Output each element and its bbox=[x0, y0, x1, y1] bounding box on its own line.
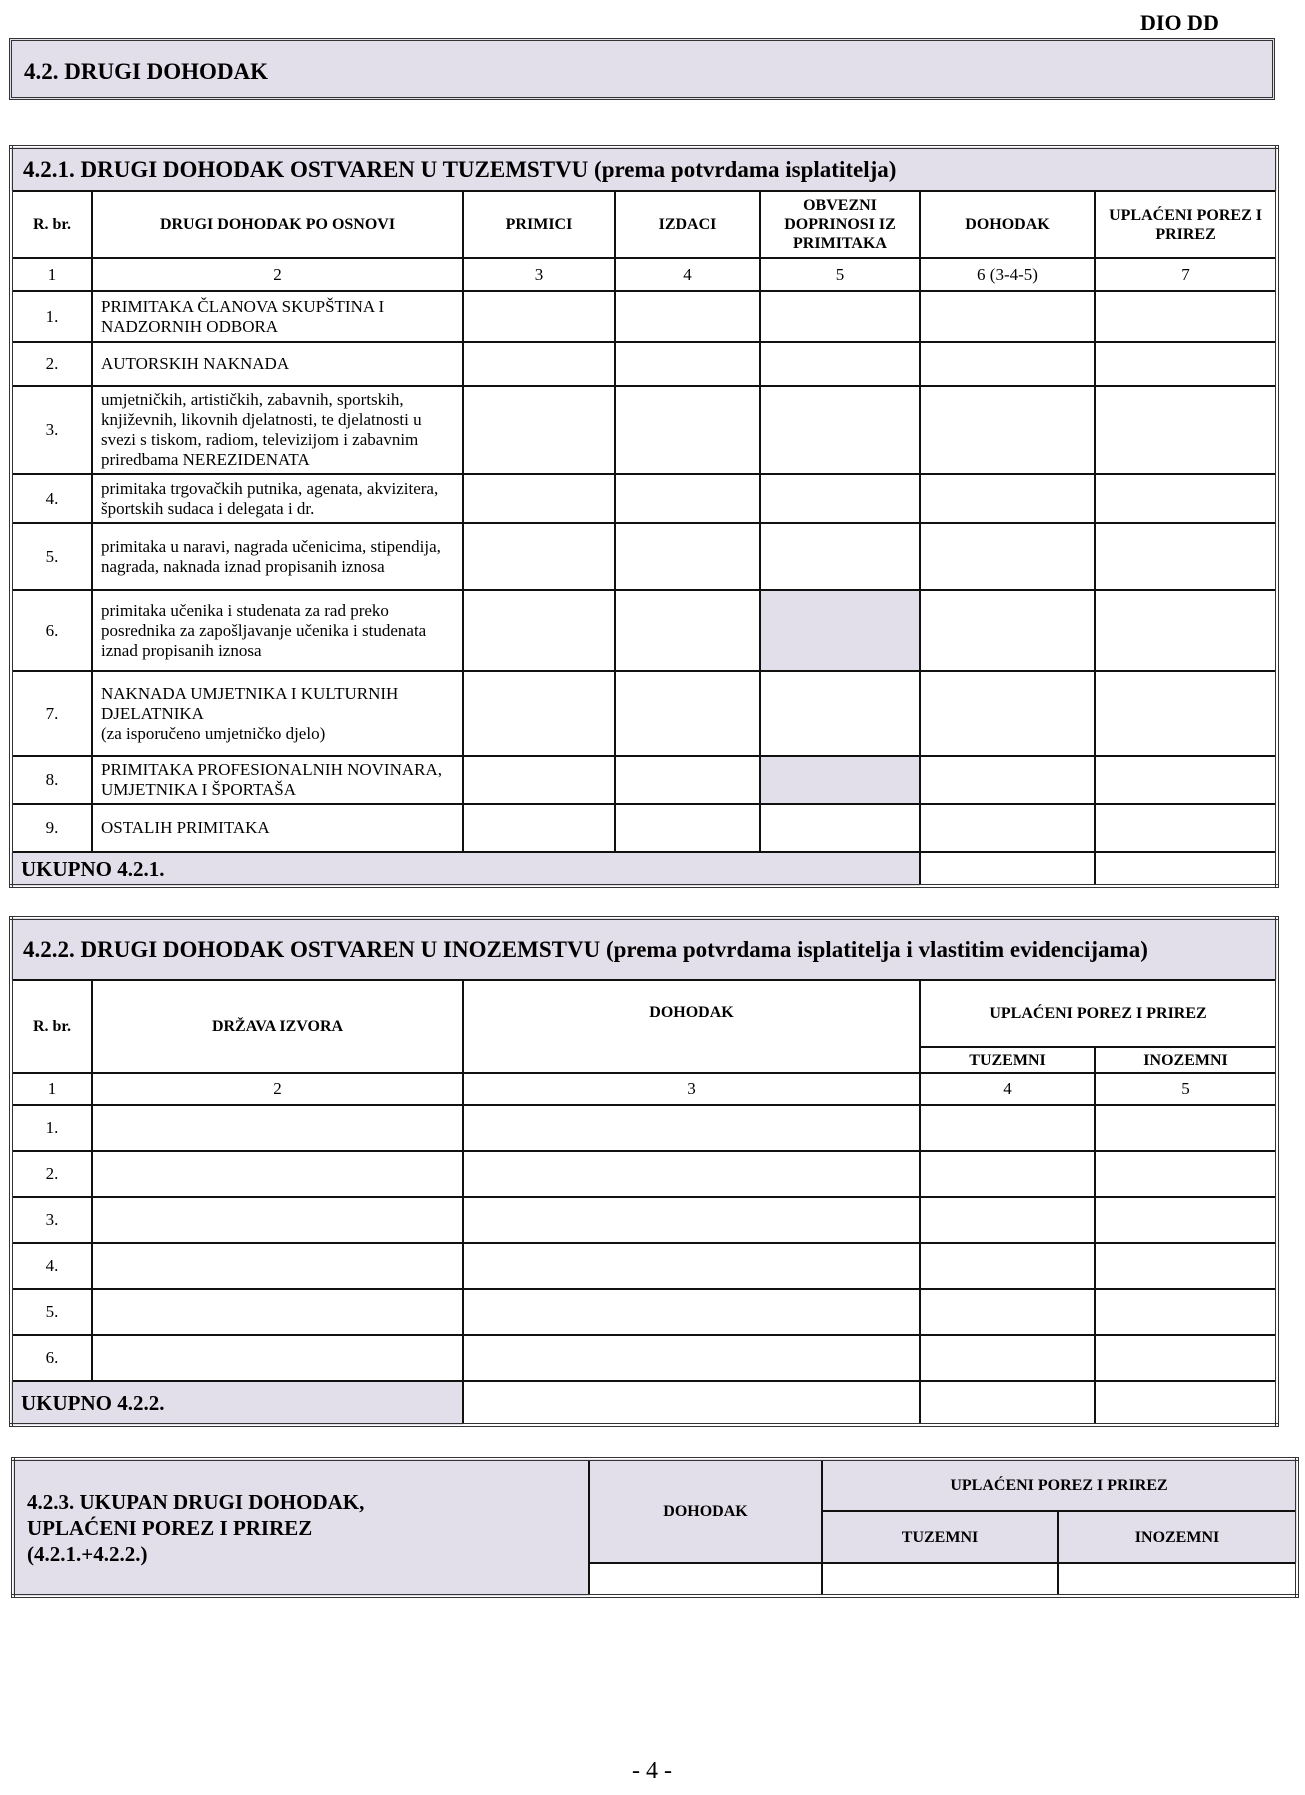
inozemni-input[interactable] bbox=[1095, 1151, 1277, 1197]
total-dohodak-input[interactable] bbox=[463, 1381, 920, 1425]
primici-input[interactable] bbox=[463, 590, 615, 671]
table-row bbox=[11, 671, 1277, 756]
tuzemni-input[interactable] bbox=[920, 1243, 1095, 1289]
total-porez-input[interactable] bbox=[1095, 852, 1277, 886]
row-label-text: OSTALIH PRIMITAKA bbox=[101, 818, 270, 837]
izdaci-input[interactable] bbox=[615, 804, 760, 852]
total-label: UKUPNO 4.2.2. bbox=[11, 1381, 463, 1425]
title-line: UPLAĆENI POREZ I PRIREZ bbox=[27, 1515, 313, 1540]
row-number: 2. bbox=[11, 342, 92, 386]
header-doprinosi: OBVEZNI DOPRINOSI IZ PRIMITAKA bbox=[760, 191, 920, 258]
header-rbr: R. br. bbox=[11, 980, 92, 1073]
doprinosi-input[interactable] bbox=[760, 474, 920, 523]
tuzemni-input[interactable] bbox=[920, 1335, 1095, 1381]
tuzemni-input[interactable] bbox=[822, 1563, 1058, 1596]
porez-input[interactable] bbox=[1095, 291, 1277, 342]
row-label-text: PRIMITAKA PROFESIONALNIH NOVINARA, UMJETNIKA I ŠPORTAŠA bbox=[101, 760, 443, 799]
table-row bbox=[11, 342, 1277, 386]
tuzemni-input[interactable] bbox=[920, 1151, 1095, 1197]
table-row bbox=[11, 1243, 1277, 1289]
total-inozemni-input[interactable] bbox=[1095, 1381, 1277, 1425]
table-row bbox=[11, 1151, 1277, 1197]
row-label-text: primitaka trgovačkih putnika, agenata, akvizitera, športskih sudaca i delegata i dr. bbox=[101, 478, 439, 518]
dohodak-input[interactable] bbox=[463, 1197, 920, 1243]
inozemni-input[interactable] bbox=[1095, 1335, 1277, 1381]
row-number: 6. bbox=[11, 1335, 92, 1381]
table-row bbox=[11, 291, 1277, 342]
title-line: 4.2.3. UKUPAN DRUGI DOHODAK, bbox=[27, 1489, 365, 1514]
row-number: 6. bbox=[11, 590, 92, 671]
primici-input[interactable] bbox=[463, 474, 615, 523]
primici-input[interactable] bbox=[463, 671, 615, 756]
tuzemni-input[interactable] bbox=[920, 1197, 1095, 1243]
dohodak-input[interactable] bbox=[920, 291, 1095, 342]
izdaci-input[interactable] bbox=[615, 523, 760, 590]
row-number: 3. bbox=[11, 1197, 92, 1243]
dohodak-input[interactable] bbox=[589, 1563, 822, 1596]
izdaci-input[interactable] bbox=[615, 590, 760, 671]
row-label-text: NAKNADA UMJETNIKA I KULTURNIH DJELATNIKA bbox=[101, 683, 399, 723]
table-row bbox=[11, 804, 1277, 852]
total-dohodak-input[interactable] bbox=[920, 852, 1095, 886]
row-label-text: primitaka učenika i studenata za rad preko posrednika za zapošljavanje učenika i studenata iznad propisanih iznosa bbox=[101, 600, 427, 660]
table-row bbox=[11, 1335, 1277, 1381]
header-inozemni: INOZEMNI bbox=[1058, 1511, 1297, 1563]
row-label-text: umjetničkih, artističkih, zabavnih, sportskih, književnih, likovnih djelatnosti, te djelatnosti u svezi s tiskom, radiom, televizijom i zabavnim priredbama NEREZIDENATA bbox=[101, 390, 422, 469]
porez-input[interactable] bbox=[1095, 804, 1277, 852]
porez-input[interactable] bbox=[1095, 386, 1277, 474]
total-tuzemni-input[interactable] bbox=[920, 1381, 1095, 1425]
row-label bbox=[92, 671, 463, 756]
row-number: 1. bbox=[11, 291, 92, 342]
porez-input[interactable] bbox=[1095, 756, 1277, 804]
row-label bbox=[92, 291, 463, 342]
header-osnova: DRUGI DOHODAK PO OSNOVI bbox=[92, 191, 463, 258]
header-dohodak: DOHODAK bbox=[920, 191, 1095, 258]
dohodak-input[interactable] bbox=[463, 1335, 920, 1381]
dohodak-input[interactable] bbox=[920, 386, 1095, 474]
total-row bbox=[11, 1381, 1277, 1425]
title-line: (4.2.1.+4.2.2.) bbox=[27, 1541, 148, 1566]
header-porez: UPLAĆENI POREZ I PRIREZ bbox=[822, 1459, 1297, 1511]
dohodak-input[interactable] bbox=[463, 1243, 920, 1289]
inozemni-input[interactable] bbox=[1095, 1243, 1277, 1289]
primici-input[interactable] bbox=[463, 804, 615, 852]
izdaci-input[interactable] bbox=[615, 671, 760, 756]
doprinosi-input bbox=[760, 756, 920, 804]
izdaci-input[interactable] bbox=[615, 474, 760, 523]
table-4-2-2 bbox=[9, 916, 1279, 1427]
header-tuzemni: TUZEMNI bbox=[920, 1047, 1095, 1073]
header-izdaci: IZDACI bbox=[615, 191, 760, 258]
column-number-row bbox=[11, 1073, 1277, 1105]
col-num: 4 bbox=[920, 1073, 1095, 1105]
dohodak-input[interactable] bbox=[463, 1289, 920, 1335]
dohodak-input[interactable] bbox=[920, 342, 1095, 386]
row-number: 9. bbox=[11, 804, 92, 852]
table-4-2-3 bbox=[11, 1457, 1299, 1598]
row-number: 4. bbox=[11, 474, 92, 523]
row-label bbox=[92, 804, 463, 852]
dohodak-input[interactable] bbox=[920, 590, 1095, 671]
page-title: 4.2. DRUGI DOHODAK bbox=[9, 38, 1275, 100]
doprinosi-input[interactable] bbox=[760, 342, 920, 386]
primici-input[interactable] bbox=[463, 342, 615, 386]
table-4-2-1 bbox=[9, 145, 1279, 888]
col-num: 3 bbox=[463, 1073, 920, 1105]
header-primici: PRIMICI bbox=[463, 191, 615, 258]
dohodak-input[interactable] bbox=[920, 523, 1095, 590]
col-num: 3 bbox=[463, 258, 615, 291]
table-row bbox=[11, 590, 1277, 671]
dohodak-input[interactable] bbox=[920, 474, 1095, 523]
col-num: 2 bbox=[92, 258, 463, 291]
row-number: 1. bbox=[11, 1105, 92, 1151]
header-porez: UPLAĆENI POREZ I PRIREZ bbox=[1095, 191, 1277, 258]
dohodak-input[interactable] bbox=[463, 1151, 920, 1197]
row-label-text: PRIMITAKA ČLANOVA SKUPŠTINA I NADZORNIH ODBORA bbox=[101, 296, 385, 336]
row-number: 4. bbox=[11, 1243, 92, 1289]
total-label: UKUPNO 4.2.1. bbox=[11, 852, 920, 886]
col-num: 5 bbox=[1095, 1073, 1277, 1105]
header-rbr: R. br. bbox=[11, 191, 92, 258]
header-dohodak: DOHODAK bbox=[463, 980, 920, 1073]
row-label bbox=[92, 590, 463, 671]
porez-input[interactable] bbox=[1095, 342, 1277, 386]
table-row bbox=[11, 474, 1277, 523]
dohodak-input[interactable] bbox=[920, 671, 1095, 756]
inozemni-input[interactable] bbox=[1095, 1105, 1277, 1151]
porez-input[interactable] bbox=[1095, 523, 1277, 590]
row-number: 5. bbox=[11, 1289, 92, 1335]
row-number: 7. bbox=[11, 671, 92, 756]
total-row bbox=[11, 852, 1277, 886]
row-number: 2. bbox=[11, 1151, 92, 1197]
section-title-4-2-3 bbox=[13, 1459, 589, 1596]
dohodak-input[interactable] bbox=[920, 804, 1095, 852]
col-num: 2 bbox=[92, 1073, 463, 1105]
drzava-input[interactable] bbox=[92, 1243, 463, 1289]
header-row bbox=[11, 191, 1277, 258]
row-label bbox=[92, 756, 463, 804]
primici-input[interactable] bbox=[463, 523, 615, 590]
doprinosi-input[interactable] bbox=[760, 804, 920, 852]
col-num: 6 (3-4-5) bbox=[920, 258, 1095, 291]
row-number: 3. bbox=[11, 386, 92, 474]
inozemni-input[interactable] bbox=[1095, 1197, 1277, 1243]
section-title-4-2-2: 4.2.2. DRUGI DOHODAK OSTVAREN U INOZEMSTVU (prema potvrdama isplatitelja i vlastitim evidencijama) bbox=[11, 918, 1277, 980]
col-num: 1 bbox=[11, 258, 92, 291]
section-title-4-2-1: 4.2.1. DRUGI DOHODAK OSTVAREN U TUZEMSTVU (prema potvrdama isplatitelja) bbox=[11, 147, 1277, 191]
dohodak-input[interactable] bbox=[920, 756, 1095, 804]
header-porez: UPLAĆENI POREZ I PRIREZ bbox=[920, 980, 1277, 1047]
header-inozemni: INOZEMNI bbox=[1095, 1047, 1277, 1073]
izdaci-input[interactable] bbox=[615, 756, 760, 804]
header-dohodak: DOHODAK bbox=[589, 1459, 822, 1563]
primici-input[interactable] bbox=[463, 291, 615, 342]
doprinosi-input[interactable] bbox=[760, 291, 920, 342]
porez-input[interactable] bbox=[1095, 474, 1277, 523]
column-number-row bbox=[11, 258, 1277, 291]
primici-input[interactable] bbox=[463, 756, 615, 804]
doprinosi-input[interactable] bbox=[760, 386, 920, 474]
drzava-input[interactable] bbox=[92, 1197, 463, 1243]
izdaci-input[interactable] bbox=[615, 291, 760, 342]
col-num: 4 bbox=[615, 258, 760, 291]
tuzemni-input[interactable] bbox=[920, 1105, 1095, 1151]
part-label: DIO DD bbox=[1140, 10, 1219, 35]
porez-input[interactable] bbox=[1095, 671, 1277, 756]
doprinosi-input[interactable] bbox=[760, 523, 920, 590]
table-row bbox=[11, 1105, 1277, 1151]
izdaci-input[interactable] bbox=[615, 342, 760, 386]
row-label bbox=[92, 342, 463, 386]
inozemni-input[interactable] bbox=[1095, 1289, 1277, 1335]
row-label-text: AUTORSKIH NAKNADA bbox=[101, 354, 290, 373]
header-tuzemni: TUZEMNI bbox=[822, 1511, 1058, 1563]
row-label-text: primitaka u naravi, nagrada učenicima, stipendija, nagrada, naknada iznad propisanih iznosa bbox=[101, 536, 441, 576]
row-label-sub: (za isporučeno umjetničko djelo) bbox=[101, 723, 326, 743]
table-row bbox=[11, 756, 1277, 804]
col-num: 7 bbox=[1095, 258, 1277, 291]
row-number: 8. bbox=[11, 756, 92, 804]
row-label bbox=[92, 386, 463, 474]
table-row bbox=[11, 523, 1277, 590]
inozemni-input[interactable] bbox=[1058, 1563, 1297, 1596]
table-row bbox=[11, 1197, 1277, 1243]
primici-input[interactable] bbox=[463, 386, 615, 474]
drzava-input[interactable] bbox=[92, 1289, 463, 1335]
header-drzava: DRŽAVA IZVORA bbox=[92, 980, 463, 1073]
porez-input[interactable] bbox=[1095, 590, 1277, 671]
page-number: - 4 - bbox=[632, 1758, 672, 1784]
tuzemni-input[interactable] bbox=[920, 1289, 1095, 1335]
drzava-input[interactable] bbox=[92, 1335, 463, 1381]
drzava-input[interactable] bbox=[92, 1151, 463, 1197]
row-label bbox=[92, 523, 463, 590]
row-label bbox=[92, 474, 463, 523]
dohodak-input[interactable] bbox=[463, 1105, 920, 1151]
row-number: 5. bbox=[11, 523, 92, 590]
col-num: 1 bbox=[11, 1073, 92, 1105]
doprinosi-input[interactable] bbox=[760, 671, 920, 756]
col-num: 5 bbox=[760, 258, 920, 291]
izdaci-input[interactable] bbox=[615, 386, 760, 474]
table-row bbox=[11, 386, 1277, 474]
drzava-input[interactable] bbox=[92, 1105, 463, 1151]
doprinosi-input bbox=[760, 590, 920, 671]
table-row bbox=[11, 1289, 1277, 1335]
